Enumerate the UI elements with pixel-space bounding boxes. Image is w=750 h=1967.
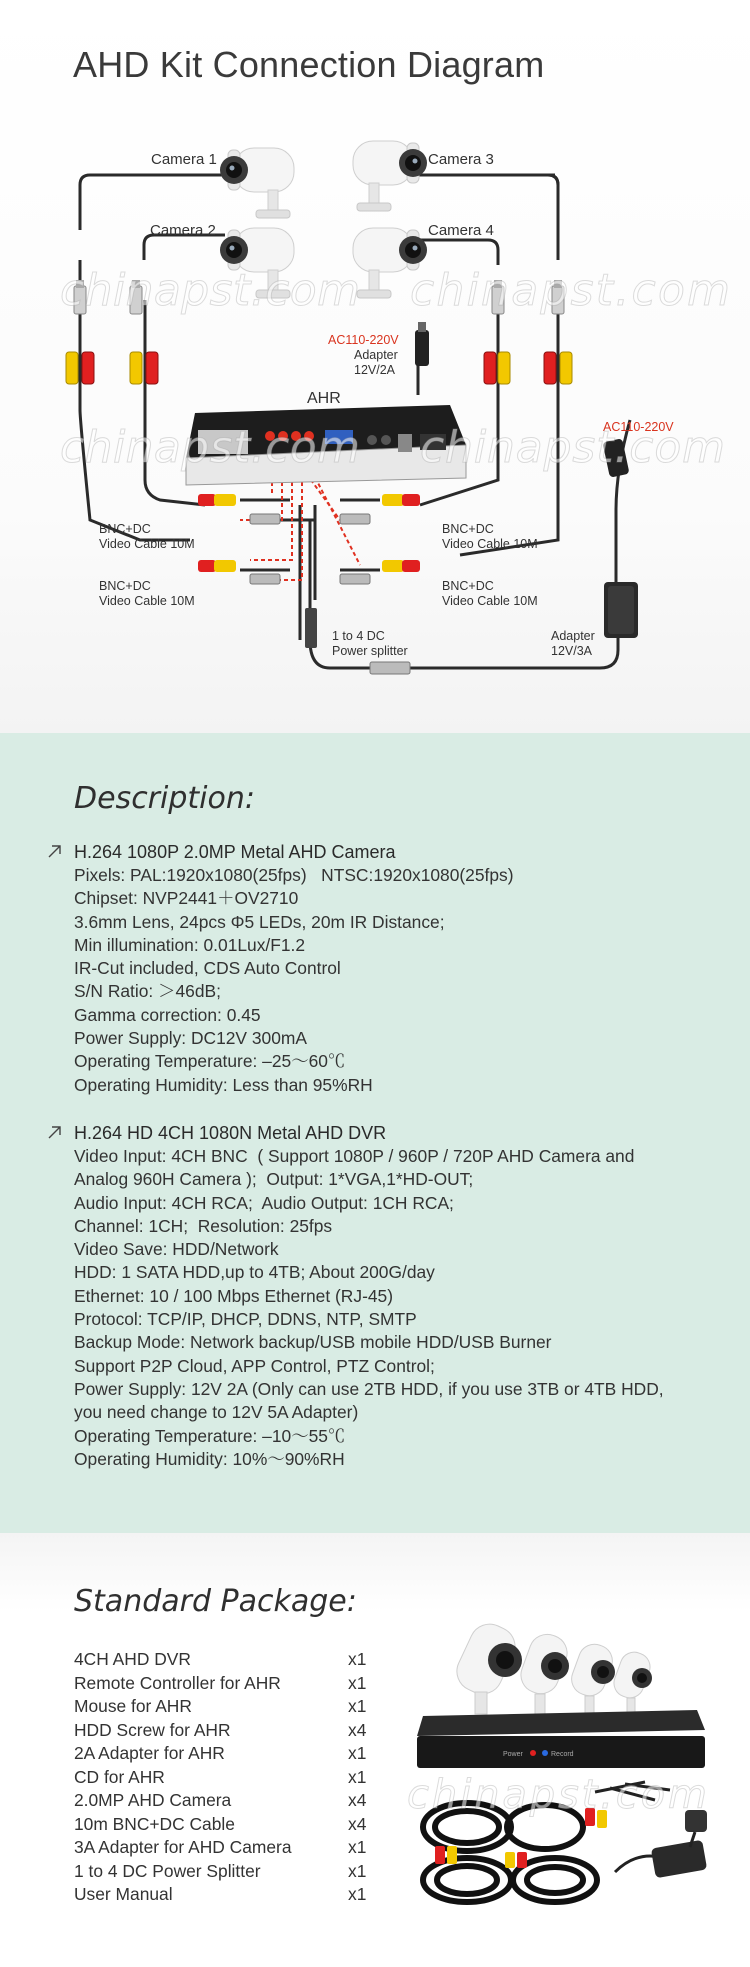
- camera-spec-block: [74, 840, 714, 1097]
- list-item: [74, 1742, 374, 1766]
- adapter-top-voltage: AC110-220V: [328, 333, 399, 347]
- package-item-name: 3A Adapter for AHD Camera: [74, 1837, 292, 1857]
- watermark-4: chinapst.com: [420, 422, 725, 473]
- watermark-2: chinapst.com: [410, 265, 730, 316]
- cable-label-3-line2: Video Cable 10M: [442, 537, 538, 551]
- camera-1-icon: [220, 148, 294, 218]
- camera-spec-line: Power Supply: DC12V 300mA: [74, 1028, 307, 1049]
- list-item: [74, 1719, 374, 1743]
- cable-label-1-line2: Video Cable 10M: [99, 537, 195, 551]
- watermark-3: chinapst.com: [60, 422, 360, 473]
- camera-spec-line: Pixels: PAL:1920x1080(25fps) NTSC:1920x1080(25fps): [74, 865, 514, 885]
- camera-1-label: Camera 1: [151, 151, 217, 168]
- dvr-spec-line: Video Input: 4CH BNC ( Support 1080P / 960P / 720P AHD Camera and: [74, 1146, 635, 1166]
- dvr-spec-line: you need change to 12V 5A Adapter): [74, 1402, 359, 1423]
- camera-3-label: Camera 3: [428, 151, 494, 168]
- package-item-name: 10m BNC+DC Cable: [74, 1813, 235, 1834]
- camera-spec-line: Min illumination: 0.01Lux/F1.2: [74, 934, 306, 955]
- dvr-spec-line: Analog 960H Camera ); Output: 1*VGA,1*HD-OUT;: [74, 1169, 474, 1190]
- cable-label-3-line1: BNC+DC: [442, 522, 494, 536]
- dvr-label: AHR: [307, 390, 341, 407]
- package-watermark: chinapst.com: [407, 1772, 707, 1818]
- package-item-qty: x1: [348, 1649, 367, 1669]
- arrow-icon: [46, 1123, 64, 1141]
- list-item: [74, 1766, 374, 1790]
- package-item-name: CD for AHR: [74, 1766, 165, 1787]
- watermark-1: chinapst.com: [60, 265, 360, 316]
- dvr-spec-heading: H.264 HD 4CH 1080N Metal AHD DVR: [74, 1123, 387, 1143]
- cable-label-1-line1: BNC+DC: [99, 522, 151, 536]
- package-item-qty: x1: [348, 1672, 367, 1693]
- camera-spec-line: Operating Temperature: –25～60℃: [74, 1051, 346, 1072]
- connection-diagram: [0, 0, 750, 733]
- package-camera-icon: [516, 1629, 572, 1714]
- package-item-qty: x1: [348, 1743, 367, 1763]
- package-item-name: Mouse for AHR: [74, 1696, 192, 1716]
- package-product-image: [405, 1612, 725, 1912]
- cable-label-2-line1: BNC+DC: [99, 579, 151, 593]
- list-item: [74, 1672, 374, 1696]
- dvr-spec-line: Channel: 1CH; Resolution: 25fps: [74, 1215, 333, 1236]
- page-title: AHD Kit Connection Diagram: [73, 44, 545, 85]
- dvr-spec-block: [74, 1121, 714, 1471]
- camera-spec-line: Chipset: NVP2441＋OV2710: [74, 888, 299, 909]
- dvr-spec-line: Operating Temperature: –10～55℃: [74, 1425, 346, 1446]
- svg-text:Record: Record: [551, 1751, 574, 1758]
- adapter-top-icon: [415, 322, 429, 366]
- camera-4-label: Camera 4: [428, 222, 494, 239]
- dvr-spec-line: Ethernet: 10 / 100 Mbps Ethernet (RJ-45): [74, 1285, 393, 1306]
- dvr-spec-line: Operating Humidity: 10%～90%RH: [74, 1448, 345, 1469]
- list-item: [74, 1648, 374, 1672]
- adapter-right-line1: Adapter: [551, 629, 595, 643]
- list-item: [74, 1836, 374, 1860]
- list-item: [74, 1813, 374, 1837]
- adapter-right-line2: 12V/3A: [551, 644, 593, 658]
- package-item-qty: x1: [348, 1884, 367, 1904]
- package-item-qty: x1: [348, 1766, 367, 1787]
- package-camera-icon: [610, 1648, 654, 1714]
- camera-3-icon: [353, 141, 427, 211]
- package-item-name: User Manual: [74, 1884, 173, 1904]
- package-item-name: HDD Screw for AHR: [74, 1719, 231, 1740]
- list-item: [74, 1695, 374, 1719]
- dvr-spec-line: Protocol: TCP/IP, DHCP, DDNS, NTP, SMTP: [74, 1309, 417, 1330]
- splitter-line2: Power splitter: [332, 644, 408, 658]
- dvr-spec-line: Power Supply: 12V 2A (Only can use 2TB HDD, if you use 3TB or 4TB HDD,: [74, 1378, 664, 1399]
- package-item-qty: x4: [348, 1790, 367, 1810]
- camera-spec-line: S/N Ratio: ＞46dB;: [74, 981, 221, 1002]
- package-item-name: Remote Controller for AHR: [74, 1672, 281, 1693]
- package-item-name: 4CH AHD DVR: [74, 1649, 191, 1669]
- package-list: [74, 1648, 374, 1907]
- package-item-name: 2A Adapter for AHR: [74, 1743, 225, 1763]
- package-camera-icon: [450, 1618, 522, 1714]
- package-item-qty: x4: [348, 1719, 367, 1740]
- camera-spec-line: Operating Humidity: Less than 95%RH: [74, 1074, 373, 1095]
- list-item: [74, 1789, 374, 1813]
- arrow-icon: [46, 842, 64, 860]
- list-item: [74, 1883, 374, 1907]
- adapter-right-voltage: AC110-220V: [603, 420, 674, 434]
- adapter-top-line1: Adapter: [354, 348, 398, 362]
- dvr-spec-line: Audio Input: 4CH RCA; Audio Output: 1CH RCA;: [74, 1192, 454, 1213]
- cable-label-2-line2: Video Cable 10M: [99, 594, 195, 608]
- camera-2-label: Camera 2: [150, 222, 216, 239]
- package-dvr-icon: [417, 1710, 705, 1768]
- splitter-line1: 1 to 4 DC: [332, 629, 385, 643]
- camera-spec-heading: H.264 1080P 2.0MP Metal AHD Camera: [74, 842, 396, 862]
- cable-label-4-line2: Video Cable 10M: [442, 594, 538, 608]
- package-item-name: 1 to 4 DC Power Splitter: [74, 1860, 261, 1881]
- package-camera-icon: [567, 1640, 617, 1714]
- package-item-qty: x4: [348, 1813, 367, 1834]
- camera-spec-line: Gamma correction: 0.45: [74, 1004, 261, 1025]
- package-item-qty: x1: [348, 1837, 367, 1857]
- cable-label-4-line1: BNC+DC: [442, 579, 494, 593]
- package-item-name: 2.0MP AHD Camera: [74, 1790, 232, 1810]
- svg-text:Power: Power: [503, 1751, 523, 1758]
- package-item-qty: x1: [348, 1696, 367, 1716]
- camera-spec-line: IR-Cut included, CDS Auto Control: [74, 958, 341, 979]
- dvr-spec-line: Support P2P Cloud, APP Control, PTZ Control;: [74, 1355, 435, 1376]
- package-adapter-icon: [615, 1810, 707, 1878]
- camera-spec-line: 3.6mm Lens, 24pcs Φ5 LEDs, 20m IR Distance;: [74, 911, 445, 932]
- adapter-top-line2: 12V/2A: [354, 363, 396, 377]
- dvr-spec-line: HDD: 1 SATA HDD,up to 4TB; About 200G/day: [74, 1262, 435, 1283]
- package-title: Standard Package:: [74, 1584, 357, 1619]
- description-title: Description:: [74, 781, 255, 816]
- package-item-qty: x1: [348, 1860, 367, 1881]
- dvr-spec-line: Video Save: HDD/Network: [74, 1239, 279, 1260]
- list-item: [74, 1860, 374, 1884]
- dvr-spec-line: Backup Mode: Network backup/USB mobile HDD/USB Burner: [74, 1332, 552, 1353]
